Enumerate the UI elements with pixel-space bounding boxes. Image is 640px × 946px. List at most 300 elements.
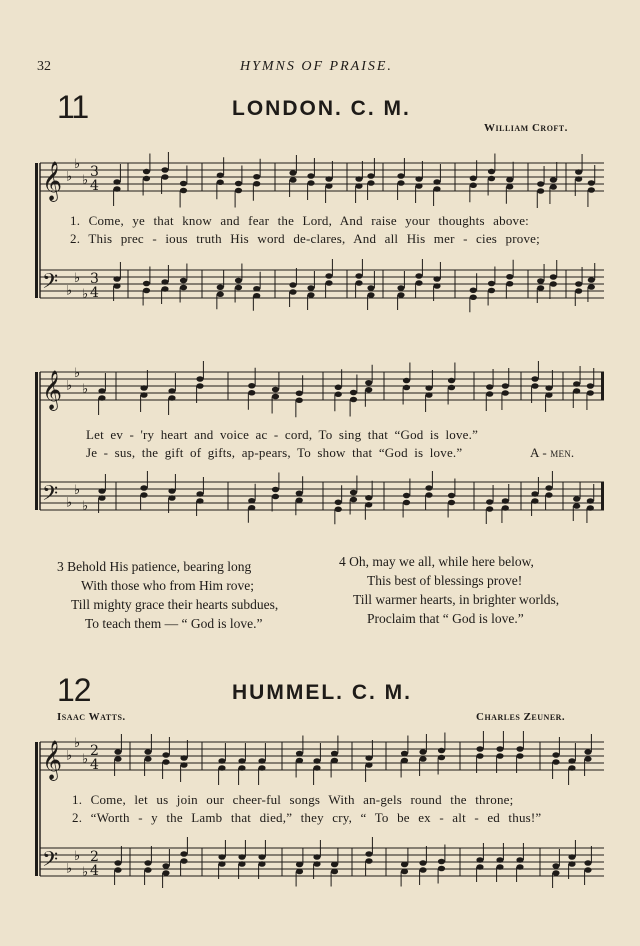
h11-sys2-note <box>587 498 594 504</box>
h12-sys1-note <box>238 758 245 764</box>
h11-sys1-note <box>253 174 260 180</box>
h12-sys1-note <box>401 862 408 868</box>
h12-sys1-note <box>218 861 225 867</box>
h12-sys1-note <box>331 862 338 868</box>
h12-sys1-note <box>438 859 445 865</box>
h11-sys2-note <box>272 487 279 493</box>
h12-sys1-note <box>218 758 225 764</box>
h11-sys2-note <box>486 506 493 512</box>
h11-sys2-note <box>168 488 175 494</box>
h11-sys2-note <box>502 498 509 504</box>
h12-sys1-note <box>114 860 121 866</box>
h11-sys2-note <box>587 383 594 389</box>
h11-sys2-note <box>98 395 105 401</box>
h11-sys2-note <box>425 392 432 398</box>
h12-sys1-note <box>331 758 338 764</box>
hymn-11-stanza-4 <box>339 552 559 628</box>
h12-sys1-note <box>162 863 169 869</box>
h11-sys2-treble-clef: 𝄞 <box>42 370 63 410</box>
stanza-3-line-1: 3 Behold His patience, bearing long <box>57 559 252 574</box>
h12-sys1-note <box>552 870 559 876</box>
stanza-4-line-3: Till warmer hearts, in brighter worlds, <box>353 592 560 607</box>
h12-sys1-note <box>180 858 187 864</box>
h11-sys1-note <box>217 179 224 185</box>
h11-sys1-time-bottom: 4 <box>90 178 99 194</box>
h12-sys1-note <box>476 857 483 863</box>
h11-sys1-note <box>161 174 168 180</box>
h12-sys1-note <box>419 749 426 755</box>
h12-sys1-note <box>516 753 523 759</box>
h11-sys2-note <box>335 384 342 390</box>
hymn-12-number: 12 <box>57 672 91 708</box>
h11-sys1-note <box>289 282 296 288</box>
h11-sys1-bass-flat: ♭ <box>82 286 89 302</box>
h12-sys1-note <box>516 857 523 863</box>
h12-sys1-note <box>218 854 225 860</box>
h11-sys1-note <box>253 286 260 292</box>
hymn-12-verse-1: 1. Come, let us join our cheer-ful songs With an-gels round the throne; <box>72 792 514 807</box>
h11-sys2-note <box>425 385 432 391</box>
h11-sys1-note <box>143 176 150 182</box>
h11-sys1-note <box>537 285 544 291</box>
h11-sys1-note <box>367 285 374 291</box>
h11-sys1-note <box>307 285 314 291</box>
h12-sys1-note <box>296 751 303 757</box>
h12-sys1-time-top: 2 <box>90 743 99 759</box>
h11-sys2-note <box>140 392 147 398</box>
h11-sys1-note <box>537 181 544 187</box>
h12-sys1-note <box>313 758 320 764</box>
h12-sys1-note <box>218 765 225 771</box>
hymn-11-composer: William Croft. <box>484 122 568 134</box>
h11-sys2-note <box>403 378 410 384</box>
h12-sys1-note <box>162 752 169 758</box>
h12-sys1-bass-flat: ♭ <box>82 864 89 880</box>
h11-sys1-note <box>235 278 242 284</box>
h11-sys1-note <box>470 287 477 293</box>
h11-sys2-note <box>587 390 594 396</box>
h12-sys1-bass-flat: ♭ <box>74 849 81 864</box>
h11-sys1-note <box>367 292 374 298</box>
h11-sys1-note <box>415 273 422 279</box>
h12-sys1-note <box>162 759 169 765</box>
h11-sys2-note <box>486 391 493 397</box>
hymn-11-title: LONDON. C. M. <box>232 97 411 120</box>
h11-sys2-note <box>448 500 455 506</box>
h11-sys2-note <box>272 387 279 393</box>
h11-sys2-note <box>531 498 538 504</box>
h11-sys1-note <box>113 276 120 282</box>
h11-sys1-note <box>433 179 440 185</box>
h12-sys1-note <box>296 758 303 764</box>
h11-sys2-note <box>296 390 303 396</box>
h11-sys1-note <box>588 284 595 290</box>
h12-sys1-note <box>365 755 372 761</box>
h11-sys2-note <box>196 383 203 389</box>
h11-sys2-final-bar <box>601 482 604 510</box>
h11-sys1-note <box>180 285 187 291</box>
stanza-4-line-1: 4 Oh, may we all, while here below, <box>339 554 534 569</box>
h11-sys2-note <box>425 492 432 498</box>
h11-sys1-note <box>433 283 440 289</box>
h12-sys1-note <box>568 758 575 764</box>
h11-sys1-note <box>550 177 557 183</box>
h11-sys1-note <box>289 177 296 183</box>
h12-sys1-note <box>568 765 575 771</box>
h12-sys1-treble-flat: ♭ <box>74 736 81 751</box>
h11-sys2-note <box>335 499 342 505</box>
h11-sys2-note <box>248 390 255 396</box>
h11-sys1-note <box>575 169 582 175</box>
h11-sys2-note <box>350 390 357 396</box>
h11-sys2-note <box>196 498 203 504</box>
h11-sys2-note <box>248 505 255 511</box>
h11-sys2-note <box>248 383 255 389</box>
h11-sys2-treble-flat: ♭ <box>82 381 89 397</box>
h11-sys1-note <box>113 283 120 289</box>
h11-sys2-bass-clef: 𝄢 <box>42 481 59 510</box>
h12-sys1-note <box>438 866 445 872</box>
h11-sys2-note <box>502 390 509 396</box>
running-head: HYMNS OF PRAISE. <box>240 59 393 74</box>
h12-sys1-note <box>258 854 265 860</box>
h11-sys1-note <box>506 177 513 183</box>
h11-sys1-note <box>217 284 224 290</box>
h11-sys1-note <box>143 288 150 294</box>
h11-sys1-bass-time-bottom: 4 <box>90 285 99 301</box>
h11-sys1-note <box>113 179 120 185</box>
h12-sys1-system-bracket <box>35 742 38 876</box>
h12-sys1-note <box>296 869 303 875</box>
h11-sys2-treble-flat: ♭ <box>66 378 73 394</box>
h11-sys2-bass-flat: ♭ <box>82 498 89 514</box>
h11-sys2-note <box>531 383 538 389</box>
h12-sys1-note <box>496 857 503 863</box>
h11-sys1-note <box>488 288 495 294</box>
h11-sys1-note <box>415 183 422 189</box>
h11-sys1-note <box>488 176 495 182</box>
h12-sys1-bass-flat: ♭ <box>66 861 73 877</box>
stanza-3-line-2: With those who from Him rove; <box>81 578 255 593</box>
h12-sys1-note <box>496 864 503 870</box>
h12-sys1-note <box>438 748 445 754</box>
h12-sys1-note <box>552 752 559 758</box>
h11-sys2-note <box>98 488 105 494</box>
h11-sys1-note <box>537 278 544 284</box>
h11-sys2-note <box>448 493 455 499</box>
h12-sys1-note <box>114 749 121 755</box>
h11-sys1-note <box>415 176 422 182</box>
h11-sys1-note <box>588 277 595 283</box>
h11-sys2-note <box>486 499 493 505</box>
h11-sys1-note <box>588 180 595 186</box>
h12-sys1-note <box>584 860 591 866</box>
h12-sys1-bass-time-top: 2 <box>90 849 99 865</box>
h12-sys1-note <box>516 864 523 870</box>
h11-sys1-note <box>537 188 544 194</box>
h11-sys1-note <box>355 273 362 279</box>
h11-sys1-note <box>143 169 150 175</box>
h12-sys1-treble-clef: 𝄞 <box>42 740 63 780</box>
h11-sys2-note <box>403 385 410 391</box>
h11-sys2-note <box>140 492 147 498</box>
h11-sys1-note <box>470 182 477 188</box>
h12-sys1-note <box>296 862 303 868</box>
h11-sys1-note <box>550 274 557 280</box>
h11-sys1-note <box>355 176 362 182</box>
h11-sys1-note <box>397 180 404 186</box>
h11-sys1-note <box>550 184 557 190</box>
h11-sys1-note <box>180 181 187 187</box>
h12-sys1-note <box>144 749 151 755</box>
h11-sys2-note <box>365 387 372 393</box>
hymn-12-composer: Charles Zeuner. <box>476 711 566 723</box>
hymn-11-amen: A - men. <box>530 445 575 460</box>
h11-sys2-note <box>98 495 105 501</box>
h11-sys2-note <box>365 380 372 386</box>
h11-sys2-note <box>196 376 203 382</box>
h11-sys1-note <box>113 186 120 192</box>
h12-sys1-note <box>365 858 372 864</box>
h11-sys1-note <box>470 175 477 181</box>
h11-sys2-note <box>545 385 552 391</box>
h11-sys1-note <box>161 286 168 292</box>
h12-sys1-note <box>238 861 245 867</box>
h11-sys1-bass-flat: ♭ <box>74 271 81 286</box>
h11-sys1-note <box>180 188 187 194</box>
stanza-3-line-4: To teach them — “ God is love.” <box>85 616 263 631</box>
h11-sys1-treble-clef: 𝄞 <box>42 161 63 201</box>
h12-sys1-note <box>313 765 320 771</box>
h11-sys2-note <box>448 378 455 384</box>
hymn-11-number: 11 <box>57 89 89 125</box>
h11-sys1-note <box>397 173 404 179</box>
h11-sys1-note <box>253 293 260 299</box>
h11-sys2-note <box>502 383 509 389</box>
h12-sys1-note <box>401 869 408 875</box>
h11-sys2-note <box>403 500 410 506</box>
h11-sys2-system-bracket <box>35 372 38 510</box>
h11-sys1-note <box>433 276 440 282</box>
h12-sys1-time-bottom: 4 <box>90 757 99 773</box>
h11-sys1-note <box>289 289 296 295</box>
h11-sys2-note <box>545 492 552 498</box>
h11-sys1-note <box>235 285 242 291</box>
h12-sys1-note <box>476 746 483 752</box>
h12-sys1-treble-flat: ♭ <box>82 751 89 767</box>
h11-sys1-note <box>470 294 477 300</box>
h11-sys2-note <box>350 497 357 503</box>
h12-sys1-bass-clef: 𝄢 <box>42 847 59 876</box>
h11-sys2-note <box>350 397 357 403</box>
h11-sys1-bass-clef: 𝄢 <box>42 269 59 298</box>
h12-sys1-note <box>419 860 426 866</box>
h11-sys1-note <box>355 183 362 189</box>
h11-sys1-time-top: 3 <box>90 164 99 180</box>
h12-sys1-note <box>258 765 265 771</box>
h11-sys1-note <box>307 292 314 298</box>
h12-sys1-note <box>401 758 408 764</box>
h11-sys1-note <box>367 173 374 179</box>
h12-sys1-note <box>419 756 426 762</box>
h12-sys1-note <box>238 854 245 860</box>
h11-sys2-note <box>573 503 580 509</box>
h12-sys1-treble-flat: ♭ <box>66 748 73 764</box>
h11-sys1-note <box>575 281 582 287</box>
h11-sys1-system-bracket <box>35 163 38 298</box>
h11-sys1-bass-time-top: 3 <box>90 271 99 287</box>
h12-sys1-note <box>516 746 523 752</box>
h11-sys1-note <box>325 273 332 279</box>
stanza-4-line-4: Proclaim that “ God is love.” <box>367 611 524 626</box>
hymn-11-stanza-3 <box>57 557 278 633</box>
h12-sys1-note <box>476 753 483 759</box>
h12-sys1-note <box>144 756 151 762</box>
h11-sys2-note <box>587 505 594 511</box>
h11-sys2-note <box>545 392 552 398</box>
h12-sys1-note <box>331 751 338 757</box>
h11-sys1-note <box>235 188 242 194</box>
h11-sys2-note <box>365 502 372 508</box>
h12-sys1-note <box>365 851 372 857</box>
page-number: 32 <box>37 59 51 74</box>
h11-sys1-treble-flat: ♭ <box>66 169 73 185</box>
h11-sys2-note <box>168 495 175 501</box>
h12-sys1-note <box>180 851 187 857</box>
h12-sys1-note <box>313 854 320 860</box>
h12-sys1-note <box>496 753 503 759</box>
h11-sys1-note <box>325 183 332 189</box>
h11-sys2-note <box>573 381 580 387</box>
h11-sys1-note <box>397 285 404 291</box>
hymn-12-title: HUMMEL. C. M. <box>232 681 412 704</box>
h12-sys1-note <box>313 861 320 867</box>
h11-sys2-note <box>272 494 279 500</box>
h11-sys1-note <box>433 186 440 192</box>
h12-sys1-note <box>552 759 559 765</box>
hymn-11-verse-2-line-1: 2. This prec - ious truth His word de-clares, And all His mer - cies prove; <box>70 231 540 246</box>
h12-sys1-note <box>144 867 151 873</box>
h11-sys2-note <box>98 388 105 394</box>
hymn-12-verse-2: 2. “Worth - y the Lamb that died,” they cry, “ To be ex - alt - ed thus!” <box>72 810 542 825</box>
h11-sys1-note <box>575 176 582 182</box>
stanza-4-line-2: This best of blessings prove! <box>367 573 523 588</box>
h12-sys1-note <box>162 870 169 876</box>
h11-sys1-note <box>506 274 513 280</box>
h11-sys2-note <box>140 485 147 491</box>
h11-sys2-note <box>296 490 303 496</box>
h11-sys2-note <box>425 485 432 491</box>
hymn-12-author: Isaac Watts. <box>57 711 126 723</box>
h11-sys1-note <box>217 291 224 297</box>
h11-sys1-note <box>235 181 242 187</box>
h11-sys1-note <box>307 173 314 179</box>
h11-sys2-note <box>272 394 279 400</box>
h11-sys1-note <box>289 170 296 176</box>
h11-sys1-treble-flat: ♭ <box>74 157 81 172</box>
h11-sys1-note <box>307 180 314 186</box>
h11-sys2-note <box>140 385 147 391</box>
h12-sys1-note <box>568 861 575 867</box>
h11-sys2-note <box>531 491 538 497</box>
h12-sys1-note <box>496 746 503 752</box>
h12-sys1-note <box>476 864 483 870</box>
h12-sys1-note <box>568 854 575 860</box>
h12-sys1-note <box>114 756 121 762</box>
h11-sys2-treble-flat: ♭ <box>74 366 81 381</box>
h12-sys1-note <box>365 762 372 768</box>
h11-sys1-note <box>488 281 495 287</box>
h12-sys1-note <box>258 861 265 867</box>
h11-sys2-note <box>168 388 175 394</box>
h11-sys1-note <box>367 180 374 186</box>
h11-sys1-note <box>575 288 582 294</box>
h12-sys1-note <box>114 867 121 873</box>
h11-sys1-treble-flat: ♭ <box>82 172 89 188</box>
h11-sys2-note <box>335 506 342 512</box>
h12-sys1-note <box>584 756 591 762</box>
h11-sys1-bass-flat: ♭ <box>66 283 73 299</box>
h11-sys2-note <box>545 485 552 491</box>
h11-sys2-bass-flat: ♭ <box>66 495 73 511</box>
h11-sys1-note <box>161 279 168 285</box>
h11-sys1-note <box>506 281 513 287</box>
h11-sys1-note <box>217 172 224 178</box>
h11-sys1-note <box>506 184 513 190</box>
h11-sys1-note <box>325 280 332 286</box>
h11-sys1-note <box>325 176 332 182</box>
h12-sys1-note <box>552 863 559 869</box>
h11-sys2-note <box>248 498 255 504</box>
hymn-11-verse-1-line-2: Let ev - 'ry heart and voice ac - cord, To sing that “God is love.” <box>86 427 479 442</box>
h12-sys1-note <box>180 762 187 768</box>
h11-sys2-bass-flat: ♭ <box>74 483 81 498</box>
h11-sys2-note <box>296 497 303 503</box>
h11-sys1-note <box>397 292 404 298</box>
stanza-3-line-3: Till mighty grace their hearts subdues, <box>71 597 279 612</box>
h12-sys1-note <box>419 867 426 873</box>
h12-sys1-note <box>401 751 408 757</box>
h11-sys1-note <box>180 278 187 284</box>
h11-sys1-note <box>550 281 557 287</box>
h11-sys2-note <box>403 493 410 499</box>
h12-sys1-note <box>331 869 338 875</box>
h11-sys1-note <box>588 187 595 193</box>
h12-sys1-note <box>238 765 245 771</box>
h11-sys2-note <box>196 491 203 497</box>
h12-sys1-note <box>584 749 591 755</box>
h11-sys2-note <box>531 376 538 382</box>
h12-sys1-note <box>584 867 591 873</box>
h11-sys2-note <box>502 505 509 511</box>
h11-sys1-note <box>253 181 260 187</box>
h11-sys2-note <box>365 495 372 501</box>
h11-sys2-note <box>296 397 303 403</box>
h11-sys1-note <box>488 169 495 175</box>
h11-sys1-note <box>355 280 362 286</box>
h11-sys1-note <box>415 280 422 286</box>
h11-sys2-note <box>335 391 342 397</box>
h11-sys2-note <box>573 496 580 502</box>
h11-sys2-final-bar <box>601 372 604 400</box>
h12-sys1-note <box>438 755 445 761</box>
h12-sys1-note <box>144 860 151 866</box>
h12-sys1-bass-time-bottom: 4 <box>90 863 99 879</box>
h12-sys1-note <box>258 758 265 764</box>
hymn-11-verse-2-line-2: Je - sus, the gift of gifts, ap-pears, To show that “God is love.” <box>86 445 463 460</box>
h11-sys2-note <box>573 388 580 394</box>
h11-sys2-note <box>168 395 175 401</box>
